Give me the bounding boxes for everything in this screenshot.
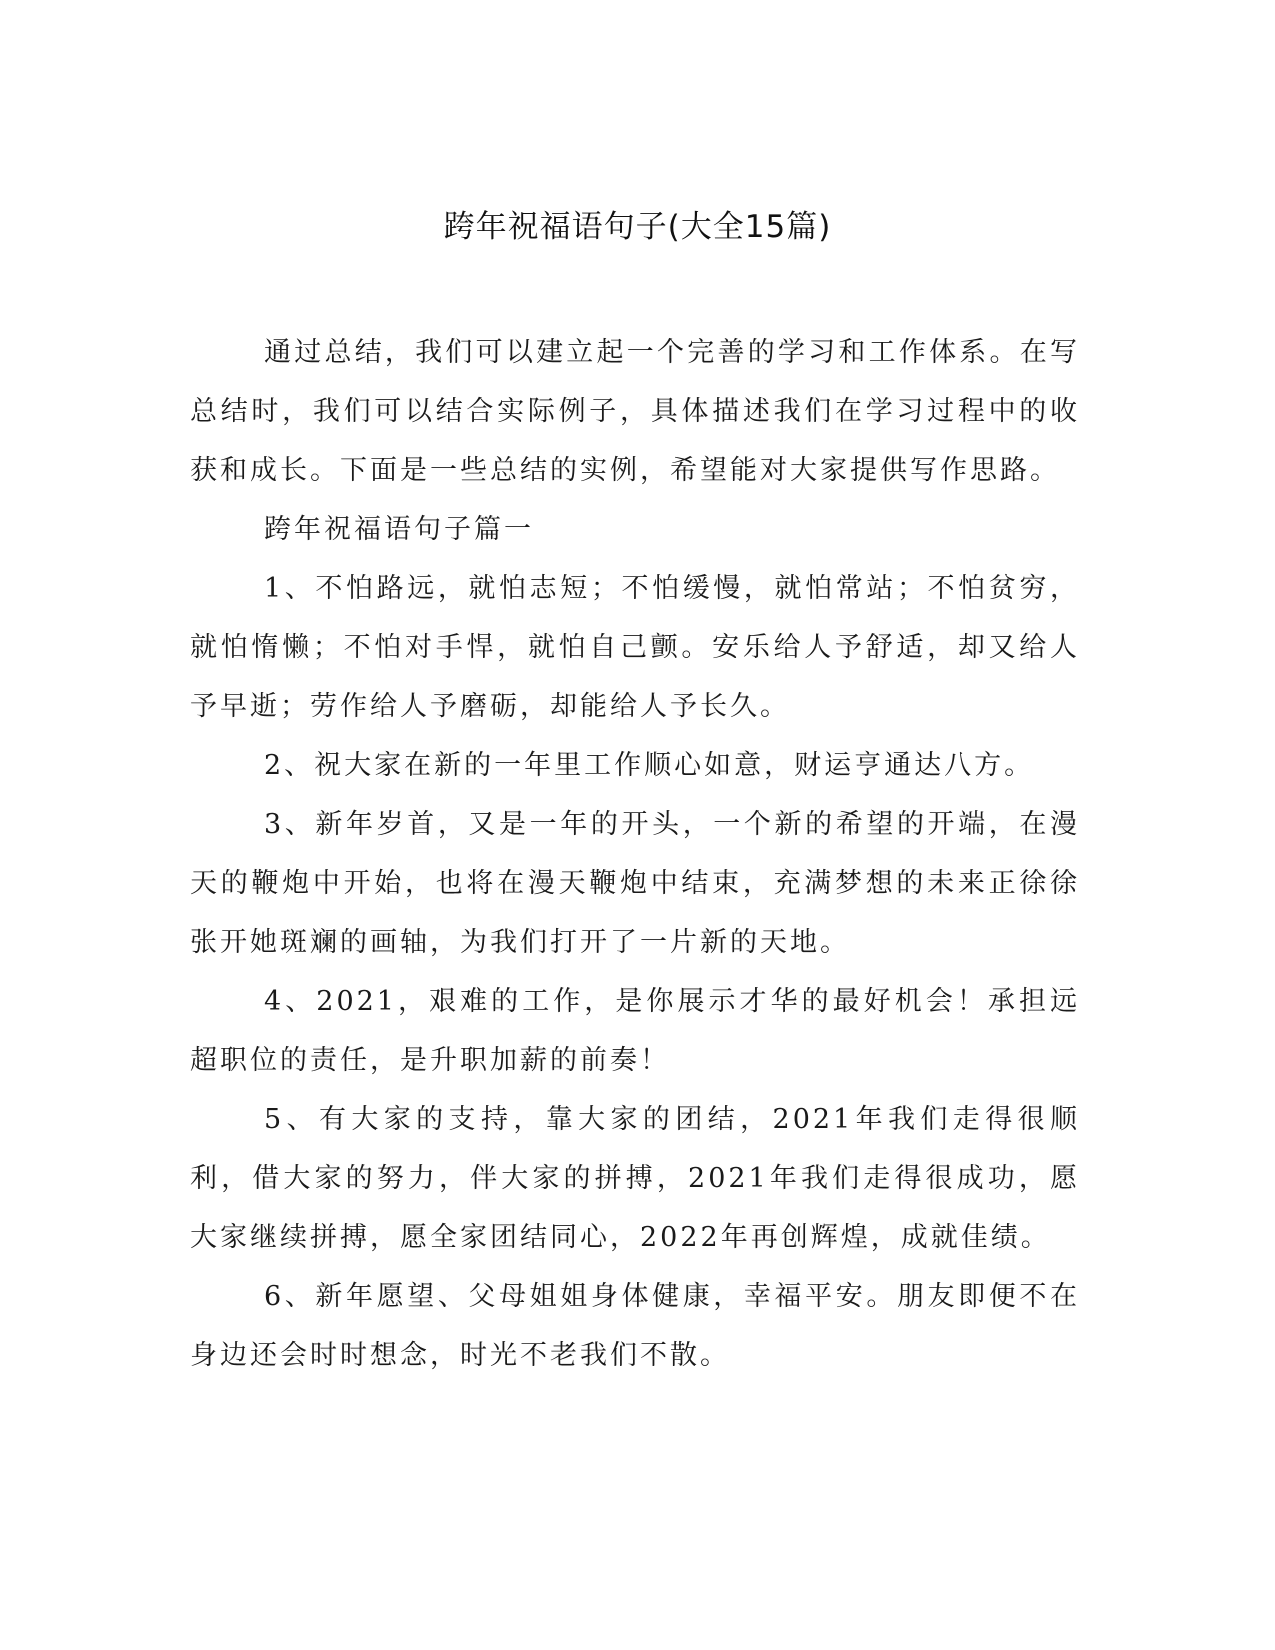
section-heading: 跨年祝福语句子篇一 (264, 514, 534, 545)
intro-paragraph: 通过总结，我们可以建立起一个完善的学习和工作体系。在写总结时，我们可以结合实际例子，具体描述我们在学习过程中的收获和成长。下面是一些总结的实例，希望能对大家提供写作思路。 (190, 337, 1080, 486)
list-item: 5、有大家的支持，靠大家的团结，2021年我们走得很顺利，借大家的努力，伴大家的拼搏，2021年我们走得很成功，愿大家继续拼搏，愿全家团结同心，2022年再创辉煌，成就佳绩。 (190, 1104, 1080, 1253)
document-title: 跨年祝福语句子(大全15篇) (443, 209, 832, 245)
list-item: 2、祝大家在新的一年里工作顺心如意，财运亨通达八方。 (264, 750, 1035, 781)
list-item: 1、不怕路远，就怕志短；不怕缓慢，就怕常站；不怕贫穷，就怕惰懒；不怕对手悍，就怕自己颤。安乐给人予舒适，却又给人予早逝；劳作给人予磨砺，却能给人予长久。 (190, 573, 1080, 722)
list-item: 6、新年愿望、父母姐姐身体健康，幸福平安。朋友即便不在身边还会时时想念，时光不老我们不散。 (190, 1281, 1080, 1371)
list-item: 3、新年岁首，又是一年的开头，一个新的希望的开端，在漫天的鞭炮中开始，也将在漫天鞭炮中结束，充满梦想的未来正徐徐张开她斑斓的画轴，为我们打开了一片新的天地。 (190, 809, 1080, 958)
document-body (190, 323, 1080, 1385)
list-item: 4、2021，艰难的工作，是你展示才华的最好机会！承担远超职位的责任，是升职加薪的前奏！ (190, 986, 1080, 1076)
